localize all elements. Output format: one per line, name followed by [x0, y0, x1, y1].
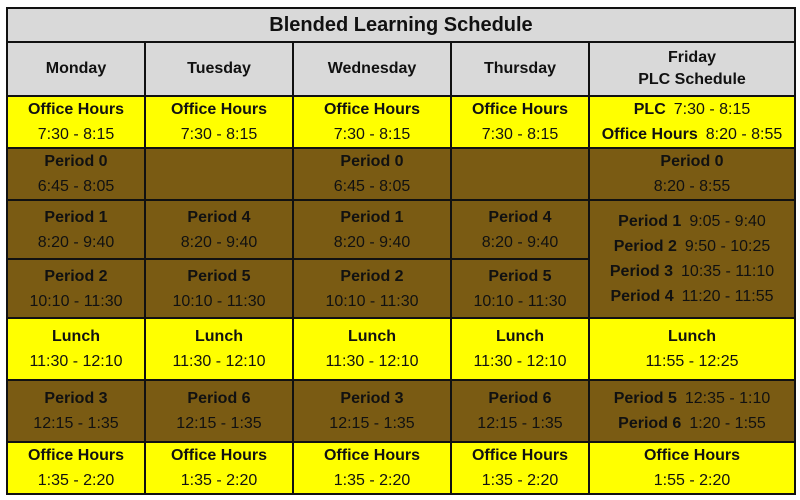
- cell-label: Period 1: [618, 213, 682, 230]
- cell-friday-office-pm: [589, 442, 795, 494]
- friday-office-line: [590, 122, 794, 147]
- header-thursday: Thursday: [451, 42, 589, 96]
- cell-monday-period2: [7, 259, 145, 318]
- cell-friday-periods-1-4: [589, 200, 795, 318]
- cell-tuesday-period5: [145, 259, 293, 318]
- cell-time: 7:30 - 8:15: [481, 126, 559, 143]
- cell-time: 8:20 - 9:40: [333, 233, 411, 251]
- cell-label: Lunch: [195, 328, 243, 345]
- cell-time: 1:35 - 2:20: [180, 472, 258, 489]
- cell-time: 8:20 - 8:55: [653, 178, 731, 195]
- cell-tuesday-lunch: [145, 318, 293, 380]
- cell-tuesday-office-am: [145, 96, 293, 148]
- cell-time: 7:30 - 8:15: [180, 126, 258, 143]
- cell-thursday-office-am: [451, 96, 589, 148]
- cell-time: 6:45 - 8:05: [333, 178, 411, 195]
- cell-label: Office Hours: [170, 101, 267, 118]
- cell-time: 7:30 - 8:15: [673, 101, 751, 118]
- cell-label: Office Hours: [27, 101, 124, 118]
- cell-label: PLC: [633, 101, 666, 118]
- cell-wednesday-period1: [293, 200, 451, 259]
- cell-label: Period 6: [187, 390, 251, 407]
- cell-friday-period0: [589, 148, 795, 200]
- cell-time: 1:35 - 2:20: [481, 472, 559, 489]
- cell-time: 6:45 - 8:05: [37, 178, 115, 195]
- friday-period-line: [590, 411, 794, 436]
- cell-label: Period 3: [340, 390, 404, 407]
- friday-period-line: [590, 259, 794, 284]
- cell-label: Period 5: [613, 390, 677, 407]
- cell-time: 10:10 - 11:30: [29, 292, 123, 310]
- cell-thursday-period6: [451, 380, 589, 442]
- cell-monday-office-am: [7, 96, 145, 148]
- cell-monday-office-pm: [7, 442, 145, 494]
- cell-time: 1:35 - 2:20: [37, 472, 115, 489]
- cell-time: 10:35 - 11:10: [681, 263, 775, 280]
- cell-label: Office Hours: [643, 447, 740, 464]
- cell-friday-lunch: [589, 318, 795, 380]
- cell-tuesday-period4: [145, 200, 293, 259]
- cell-label: Lunch: [52, 328, 100, 345]
- cell-label: Period 5: [187, 267, 251, 285]
- cell-time: 8:20 - 9:40: [180, 233, 258, 251]
- cell-time: 9:05 - 9:40: [689, 213, 766, 230]
- cell-friday-am: [589, 96, 795, 148]
- cell-wednesday-office-am: [293, 96, 451, 148]
- header-tuesday: Tuesday: [145, 42, 293, 96]
- cell-time: 12:15 - 1:35: [329, 415, 415, 432]
- cell-label: Lunch: [668, 328, 716, 345]
- cell-time: 11:30 - 12:10: [172, 353, 266, 370]
- cell-monday-period0: [7, 148, 145, 200]
- cell-time: 12:15 - 1:35: [477, 415, 563, 432]
- cell-label: Office Hours: [601, 126, 698, 143]
- cell-label: Lunch: [348, 328, 396, 345]
- cell-monday-period1: [7, 200, 145, 259]
- friday-plc-line: [590, 97, 794, 122]
- schedule-title: Blended Learning Schedule: [7, 8, 795, 42]
- friday-period-line: [590, 386, 794, 411]
- cell-time: 10:10 - 11:30: [172, 292, 266, 310]
- cell-label: Period 5: [488, 267, 552, 285]
- cell-thursday-office-pm: [451, 442, 589, 494]
- cell-time: 11:30 - 12:10: [473, 353, 567, 370]
- cell-label: Period 4: [610, 288, 674, 305]
- cell-time: 10:10 - 11:30: [325, 292, 419, 310]
- cell-wednesday-period0: [293, 148, 451, 200]
- cell-time: 10:10 - 11:30: [473, 292, 567, 310]
- cell-time: 12:15 - 1:35: [176, 415, 262, 432]
- cell-label: Period 4: [488, 208, 552, 226]
- cell-label: Lunch: [496, 328, 544, 345]
- cell-time: 11:30 - 12:10: [29, 353, 123, 370]
- cell-time: 11:20 - 11:55: [681, 288, 774, 305]
- cell-label: Office Hours: [27, 447, 124, 464]
- cell-thursday-lunch: [451, 318, 589, 380]
- cell-time: 11:55 - 12:25: [645, 353, 739, 370]
- cell-time: 12:35 - 1:10: [684, 390, 771, 407]
- cell-wednesday-period3: [293, 380, 451, 442]
- header-friday-day: Friday: [667, 49, 716, 66]
- cell-label: Period 1: [44, 208, 108, 226]
- cell-label: Period 0: [44, 153, 108, 170]
- cell-label: Period 6: [488, 390, 552, 407]
- cell-time: 11:30 - 12:10: [325, 353, 419, 370]
- cell-thursday-period4: [451, 200, 589, 259]
- cell-label: Period 0: [660, 153, 724, 170]
- cell-tuesday-period6: [145, 380, 293, 442]
- cell-label: Office Hours: [170, 447, 267, 464]
- friday-period-line: [590, 209, 794, 234]
- cell-tuesday-period0-empty: [145, 148, 293, 200]
- cell-friday-periods-5-6: [589, 380, 795, 442]
- header-monday: Monday: [7, 42, 145, 96]
- schedule-table: [6, 7, 796, 495]
- cell-label: Period 2: [44, 267, 108, 285]
- cell-time: 9:50 - 10:25: [684, 238, 771, 255]
- cell-monday-period3: [7, 380, 145, 442]
- cell-time: 7:30 - 8:15: [37, 126, 115, 143]
- cell-label: Period 2: [613, 238, 677, 255]
- cell-time: 1:35 - 2:20: [333, 472, 411, 489]
- cell-wednesday-period2: [293, 259, 451, 318]
- cell-monday-lunch: [7, 318, 145, 380]
- cell-wednesday-lunch: [293, 318, 451, 380]
- cell-label: Office Hours: [471, 447, 568, 464]
- header-friday-note: PLC Schedule: [638, 71, 746, 88]
- cell-time: 1:20 - 1:55: [689, 415, 766, 432]
- cell-time: 8:20 - 9:40: [481, 233, 559, 251]
- cell-label: Period 2: [340, 267, 404, 285]
- cell-label: Office Hours: [323, 101, 420, 118]
- cell-label: Period 6: [618, 415, 682, 432]
- cell-label: Period 4: [187, 208, 251, 226]
- cell-label: Office Hours: [323, 447, 420, 464]
- cell-label: Period 1: [340, 208, 404, 226]
- cell-time: 7:30 - 8:15: [333, 126, 411, 143]
- cell-time: 8:20 - 9:40: [37, 233, 115, 251]
- cell-label: Period 0: [340, 153, 404, 170]
- friday-period-line: [590, 234, 794, 259]
- cell-label: Period 3: [609, 263, 674, 280]
- cell-time: 12:15 - 1:35: [33, 415, 119, 432]
- cell-wednesday-office-pm: [293, 442, 451, 494]
- cell-label: Period 3: [44, 390, 108, 407]
- cell-tuesday-office-pm: [145, 442, 293, 494]
- friday-period-line: [590, 284, 794, 309]
- cell-thursday-period5: [451, 259, 589, 318]
- cell-label: Office Hours: [471, 101, 568, 118]
- cell-thursday-period0-empty: [451, 148, 589, 200]
- header-wednesday: Wednesday: [293, 42, 451, 96]
- cell-time: 8:20 - 8:55: [705, 126, 783, 143]
- header-friday: [589, 42, 795, 96]
- cell-time: 1:55 - 2:20: [653, 472, 731, 489]
